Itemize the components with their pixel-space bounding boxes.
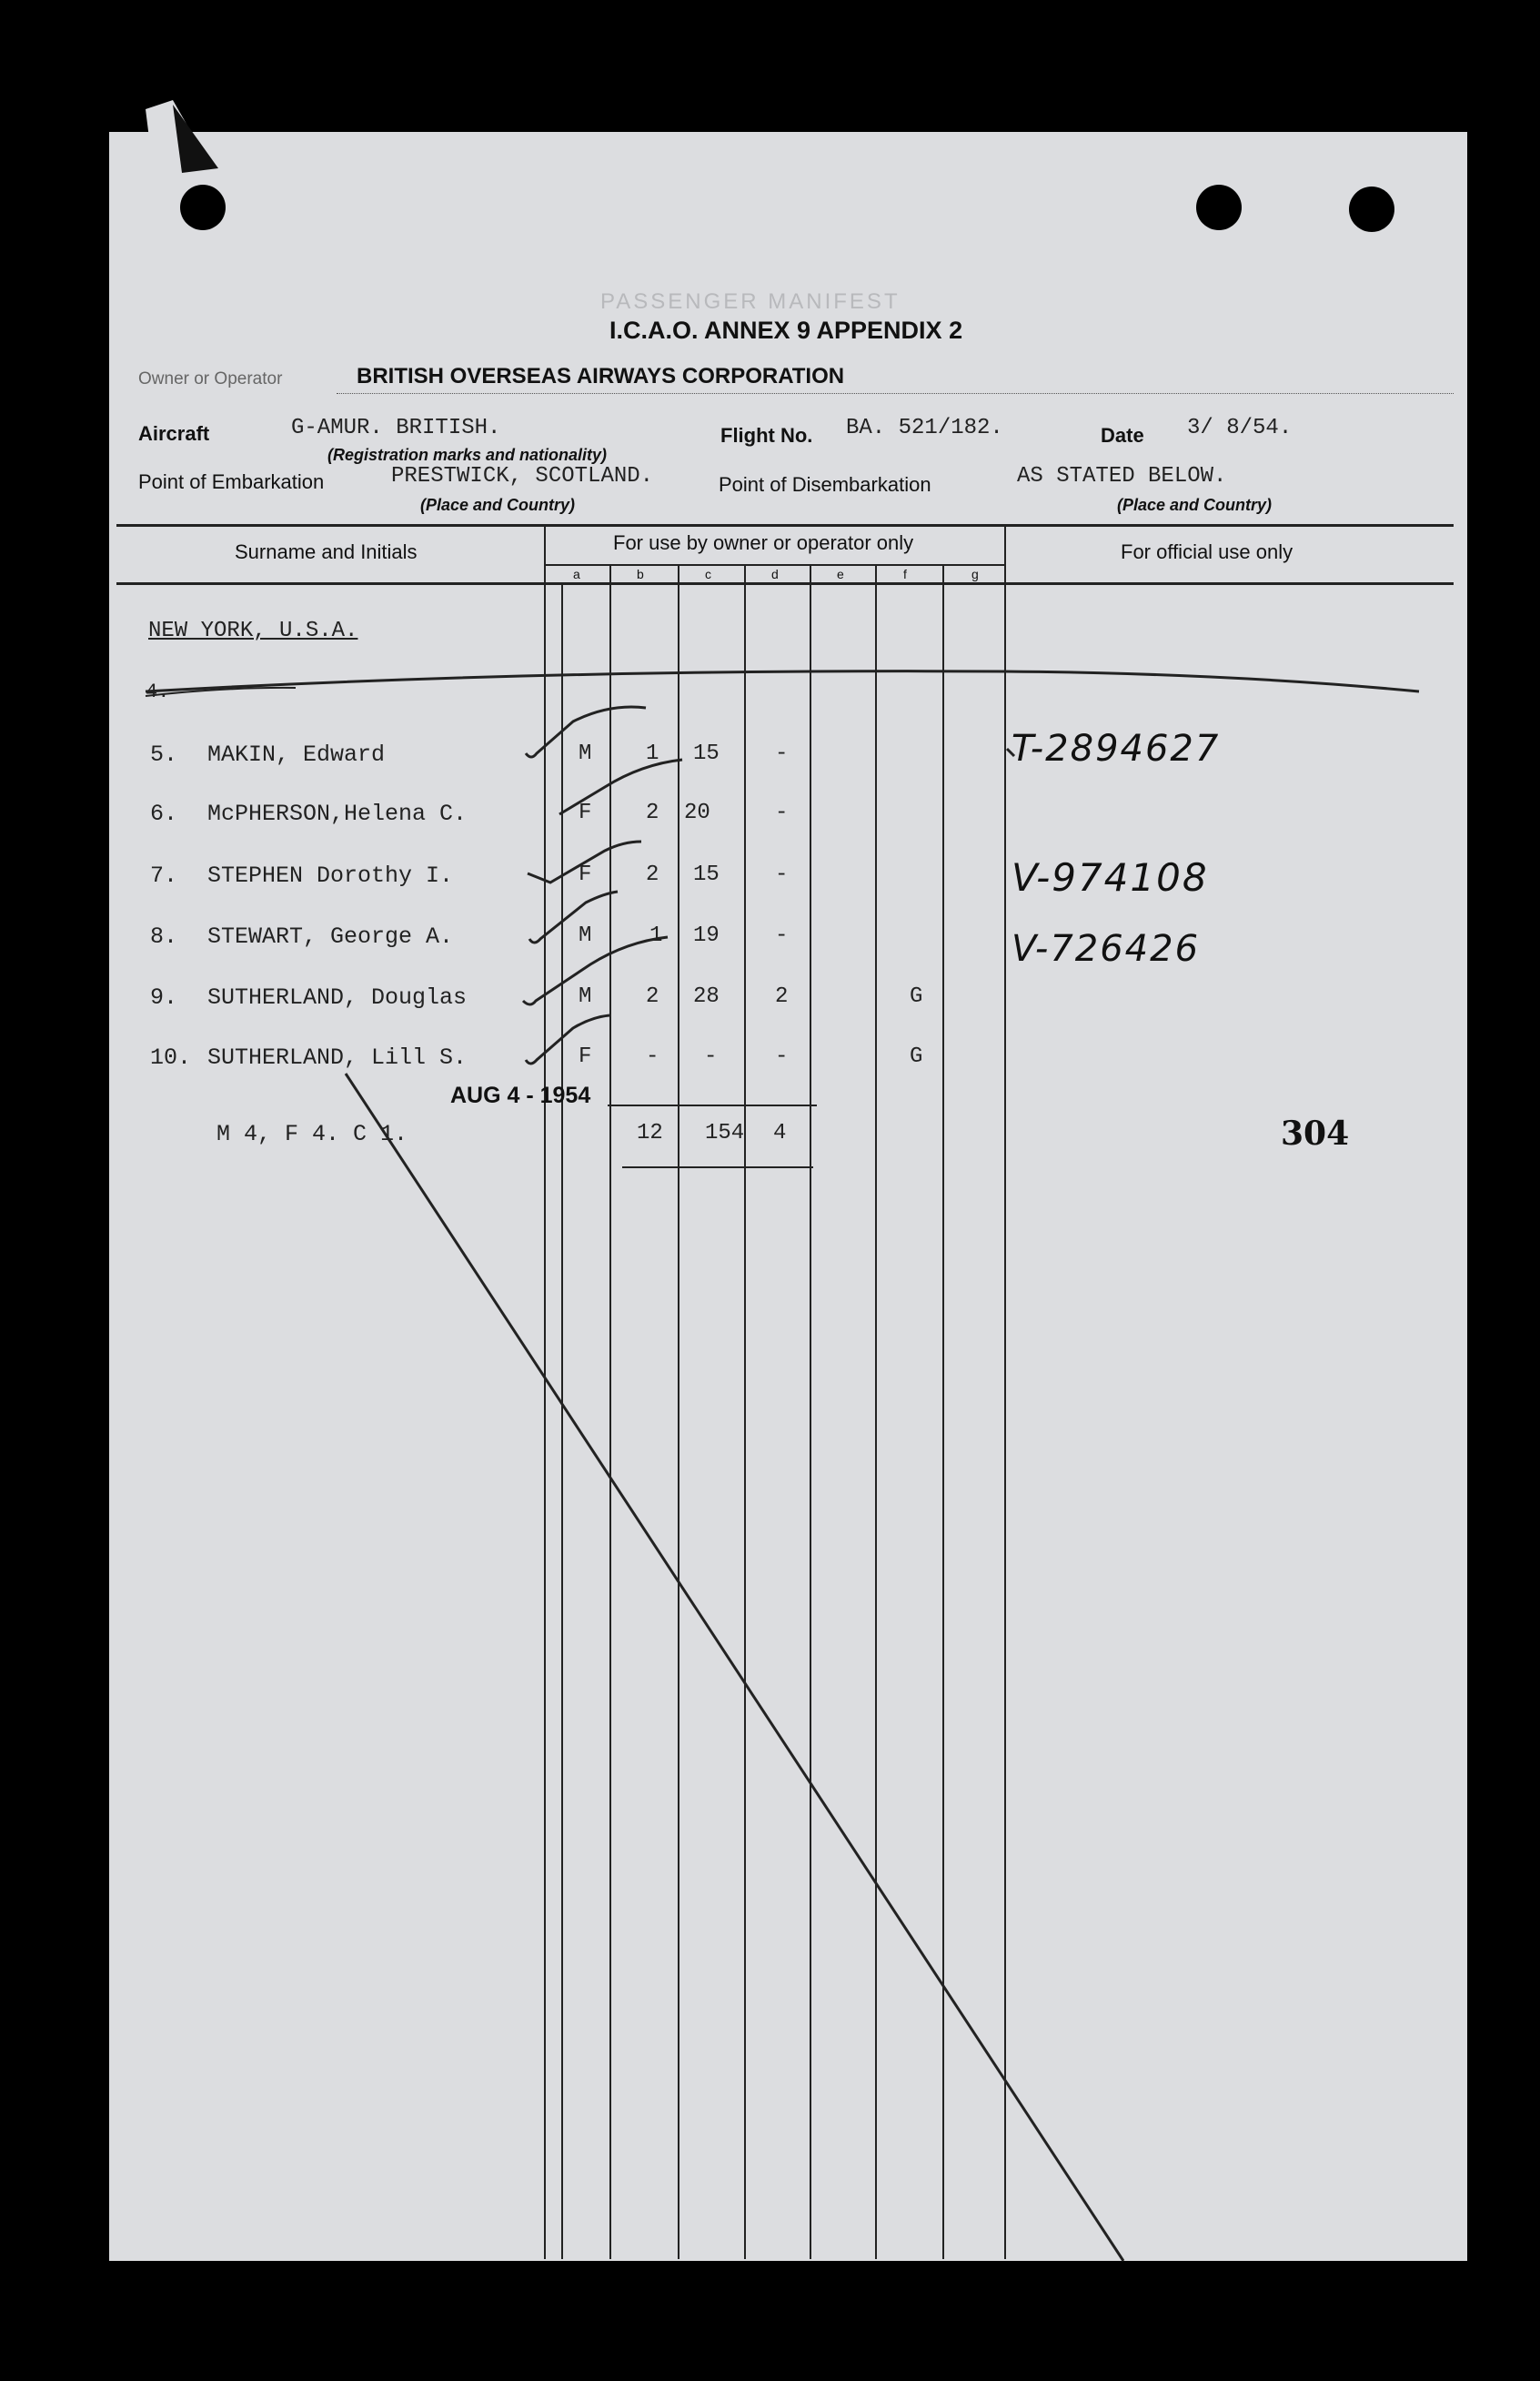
row-number: 5. xyxy=(150,742,178,768)
subcol-d: d xyxy=(771,567,779,581)
col-c-cell: 20 xyxy=(684,801,710,825)
col-b-cell: - xyxy=(646,1044,659,1069)
sex-cell: M xyxy=(579,923,592,948)
date-value: 3/ 8/54. xyxy=(1187,416,1293,440)
subcol-e: e xyxy=(837,567,844,581)
crossed-row-number: 4. xyxy=(146,681,170,703)
official-note: V-726426 xyxy=(1012,928,1201,970)
aircraft-label: Aircraft xyxy=(138,422,210,445)
faded-heading: PASSENGER MANIFEST xyxy=(600,289,901,314)
embark-note: (Place and Country) xyxy=(420,496,576,514)
col-c-cell: 15 xyxy=(693,742,720,766)
owner-label: Owner or Operator xyxy=(138,369,283,388)
embark-value: PRESTWICK, SCOTLAND. xyxy=(391,464,654,489)
col-d-cell: - xyxy=(775,923,789,948)
col-b-cell: 1 xyxy=(646,742,659,766)
passenger-name: SUTHERLAND, Douglas xyxy=(207,984,468,1011)
col-d-cell: - xyxy=(775,801,789,825)
check-mark xyxy=(559,760,682,814)
check-mark xyxy=(528,842,641,883)
sex-cell: F xyxy=(579,801,592,825)
total-b: 12 xyxy=(637,1121,663,1145)
col-c-cell: - xyxy=(704,1044,718,1069)
col-d-cell: - xyxy=(775,1044,789,1069)
col-name-header: Surname and Initials xyxy=(235,540,418,563)
flight-value: BA. 521/182. xyxy=(846,416,1003,440)
total-c: 154 xyxy=(705,1121,745,1145)
embark-label: Point of Embarkation xyxy=(138,470,325,493)
official-note: V-974108 xyxy=(1012,855,1209,900)
row-number: 7. xyxy=(150,863,178,889)
passenger-name: SUTHERLAND, Lill S. xyxy=(207,1044,468,1071)
disembark-value: AS STATED BELOW. xyxy=(1017,464,1227,489)
total-d: 4 xyxy=(773,1121,787,1145)
col-f-cell: G xyxy=(910,984,923,1009)
strike-through-line xyxy=(146,671,1419,691)
passenger-summary: M 4, F 4. C 1. xyxy=(216,1121,408,1147)
passenger-name: McPHERSON,Helena C. xyxy=(207,801,468,827)
col-b-cell: 2 xyxy=(646,801,659,825)
sex-cell: M xyxy=(579,984,592,1009)
sex-cell: F xyxy=(579,863,592,887)
disembark-label: Point of Disembarkation xyxy=(719,473,931,496)
sex-cell: M xyxy=(579,742,592,766)
page-number: 304 xyxy=(1281,1115,1350,1153)
col-d-cell: - xyxy=(775,863,789,887)
check-mark xyxy=(529,892,618,943)
flight-label: Flight No. xyxy=(720,424,813,447)
col-d-cell: - xyxy=(775,742,789,766)
col-b-cell: 2 xyxy=(646,863,659,887)
subcol-a: a xyxy=(573,567,580,581)
subcol-c: c xyxy=(705,567,711,581)
official-note: T-2894627 xyxy=(1012,728,1221,770)
col-official-header: For official use only xyxy=(1121,540,1293,563)
check-mark xyxy=(523,937,668,1004)
subcol-b: b xyxy=(637,567,644,581)
owner-value: BRITISH OVERSEAS AIRWAYS CORPORATION xyxy=(357,364,845,388)
row-number: 9. xyxy=(150,984,178,1011)
col-d-cell: 2 xyxy=(775,984,789,1009)
passenger-name: STEPHEN Dorothy I. xyxy=(207,863,454,889)
row-number: 10. xyxy=(150,1044,192,1071)
col-c-cell: 28 xyxy=(693,984,720,1009)
subcol-f: f xyxy=(903,567,907,581)
col-c-cell: 19 xyxy=(693,923,720,948)
diagonal-cancel-line xyxy=(346,1074,1123,2261)
col-b-cell: 2 xyxy=(646,984,659,1009)
sex-cell: F xyxy=(579,1044,592,1069)
form-title: I.C.A.O. ANNEX 9 APPENDIX 2 xyxy=(609,317,963,344)
subcol-g: g xyxy=(971,567,979,581)
row-number: 6. xyxy=(150,801,178,827)
passenger-name: MAKIN, Edward xyxy=(207,742,386,768)
row-number: 8. xyxy=(150,923,178,950)
col-owner-header: For use by owner or operator only xyxy=(613,531,914,554)
disembark-note: (Place and Country) xyxy=(1117,496,1273,514)
col-b-cell: 1 xyxy=(649,923,663,948)
date-label: Date xyxy=(1101,424,1144,447)
destination: NEW YORK, U.S.A. xyxy=(148,619,358,643)
col-f-cell: G xyxy=(910,1044,923,1069)
check-mark xyxy=(526,707,646,757)
check-mark xyxy=(526,1015,609,1064)
col-c-cell: 15 xyxy=(693,863,720,887)
aircraft-value: G-AMUR. BRITISH. xyxy=(291,416,501,440)
passenger-name: STEWART, George A. xyxy=(207,923,454,950)
aircraft-note: (Registration marks and nationality) xyxy=(327,446,608,464)
date-stamp: AUG 4 - 1954 xyxy=(450,1083,591,1108)
